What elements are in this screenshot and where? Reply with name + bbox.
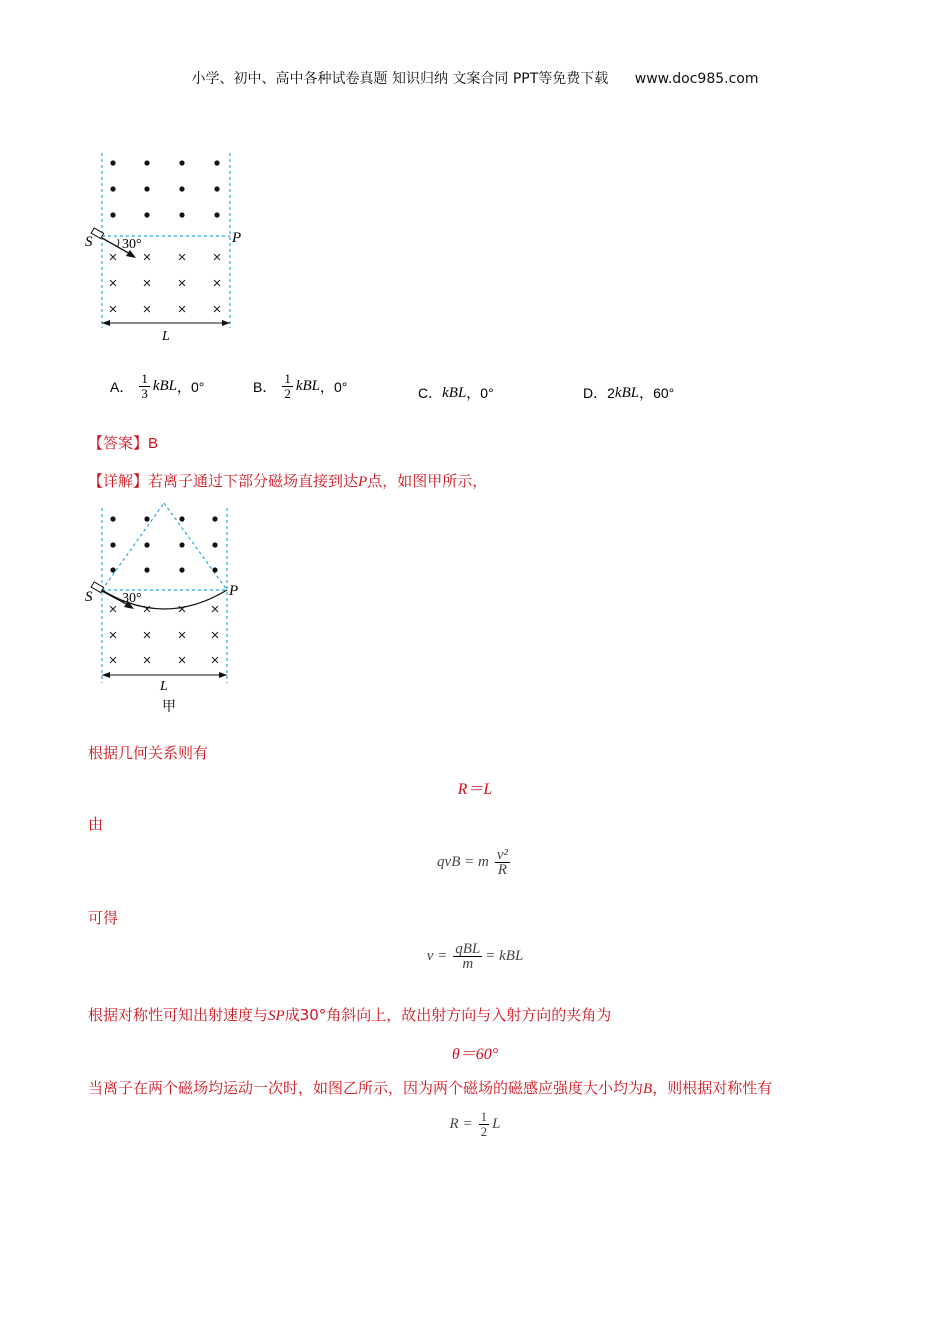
obtain-line: 可得 [88,909,119,927]
symmetry-line [88,1004,611,1025]
option-a-fraction [139,372,150,401]
svg-text:×: × [210,652,220,669]
svg-text:×: × [210,601,220,618]
svg-text:×: × [212,249,222,266]
two-fields-line [88,1077,772,1098]
option-d [583,383,674,403]
angle-label-2: 30° [122,591,142,606]
p-label: P [232,230,242,246]
eq5-left: R = [449,1116,473,1132]
figure-caption: 甲 [162,699,176,715]
eq2-num: v² [496,847,508,863]
eq2-den: R [497,862,507,878]
angle-label: 30° [122,237,142,252]
option-b-den: 2 [284,386,291,401]
equation-force [0,848,950,877]
detail-text-b: 点，如图甲所示， [367,472,488,490]
two-text-c: ，则根据对称性有 [652,1079,773,1097]
option-b-fraction [282,372,293,401]
option-c [418,383,494,403]
p-label-2: P [229,583,239,599]
eq2-fraction [495,848,510,877]
option-a-angle: ，0° [177,378,205,395]
equation-radius [0,1110,950,1139]
svg-text:×: × [108,601,118,618]
option-c-expr: kBL [442,384,467,401]
eq3-fraction [453,942,482,971]
svg-text:×: × [108,652,118,669]
svg-text:×: × [177,275,187,292]
option-a-den: 3 [141,386,148,401]
figure-2-trajectory [82,498,252,718]
eq3-right: = kBL [485,948,524,964]
eq3-left: v = [426,948,448,964]
eq3-den: m [462,956,474,972]
svg-text:×: × [177,301,187,318]
from-line: 由 [88,815,104,833]
answer-tag: 【答案】 [88,434,149,452]
figure-1-magnetic-field [82,148,252,348]
svg-text:×: × [108,301,118,318]
two-b: B [643,1081,653,1097]
option-a-num: 1 [141,371,148,386]
svg-text:×: × [212,275,222,292]
eq5-fraction [479,1110,490,1139]
option-b-num: 1 [284,371,291,386]
option-b-expr: kBL [295,378,321,394]
equation-r-l: R＝L [457,781,493,798]
eq5-den: 2 [480,1124,488,1139]
page-header [0,68,950,88]
svg-text:×: × [142,249,152,266]
svg-text:×: × [177,652,187,669]
s-label: S [85,234,93,250]
option-a-letter: A． [110,378,134,395]
eq3-num: qBL [455,941,481,957]
svg-text:×: × [210,627,220,644]
svg-text:×: × [108,275,118,292]
detail-tag: 【详解】 [88,472,149,490]
equation-velocity [0,942,950,971]
option-d-expr: kBL [614,384,640,401]
svg-text:×: × [108,249,118,266]
svg-text:×: × [177,627,187,644]
option-a [110,372,204,401]
svg-text:×: × [212,301,222,318]
eq5-right: L [492,1116,501,1132]
eq5-num: 1 [480,1109,488,1124]
svg-text:×: × [142,652,152,669]
option-c-letter: C． [418,385,443,401]
option-d-angle: ，60° [639,385,675,401]
s-label-2: S [85,589,93,605]
option-c-angle: ，0° [466,385,494,401]
geometry-line: 根据几何关系则有 [88,744,209,762]
option-d-letter: D． [583,385,608,401]
header-text: 小学、初中、高中各种试卷真题 知识归纳 文案合同 PPT等免费下载 [191,71,609,87]
detail-text-a: 若离子通过下部分磁场直接到达 [148,472,359,490]
sym-text-b: 成30°角斜向上，故出射方向与入射方向的夹角为 [284,1006,612,1024]
svg-text:×: × [142,301,152,318]
svg-text:×: × [177,249,187,266]
l-label: L [162,329,170,344]
two-text-a: 当离子在两个磁场均运动一次时，如图乙所示，因为两个磁场的磁感应强度大小均为 [88,1079,644,1097]
svg-text:×: × [108,627,118,644]
header-site: www.doc985.com [634,71,759,87]
detail-line [88,470,487,491]
eq2-left: qvB = m [437,854,489,870]
svg-text:×: × [142,601,152,618]
svg-text:×: × [142,275,152,292]
sym-text-a: 根据对称性可知出射速度与 [88,1006,269,1024]
answer-value: B [148,435,159,452]
svg-text:×: × [142,627,152,644]
option-b-letter: B． [253,378,277,395]
equation-theta: θ＝60° [451,1046,499,1063]
option-b [253,372,347,401]
option-a-expr: kBL [152,378,178,394]
l-label-2: L [160,679,168,694]
option-d-coef: 2 [607,385,615,401]
option-b-angle: ，0° [320,378,348,395]
sym-sp: SP [268,1008,285,1024]
answer-line [88,432,158,453]
detail-point: P [358,474,368,490]
svg-text:×: × [177,601,187,618]
